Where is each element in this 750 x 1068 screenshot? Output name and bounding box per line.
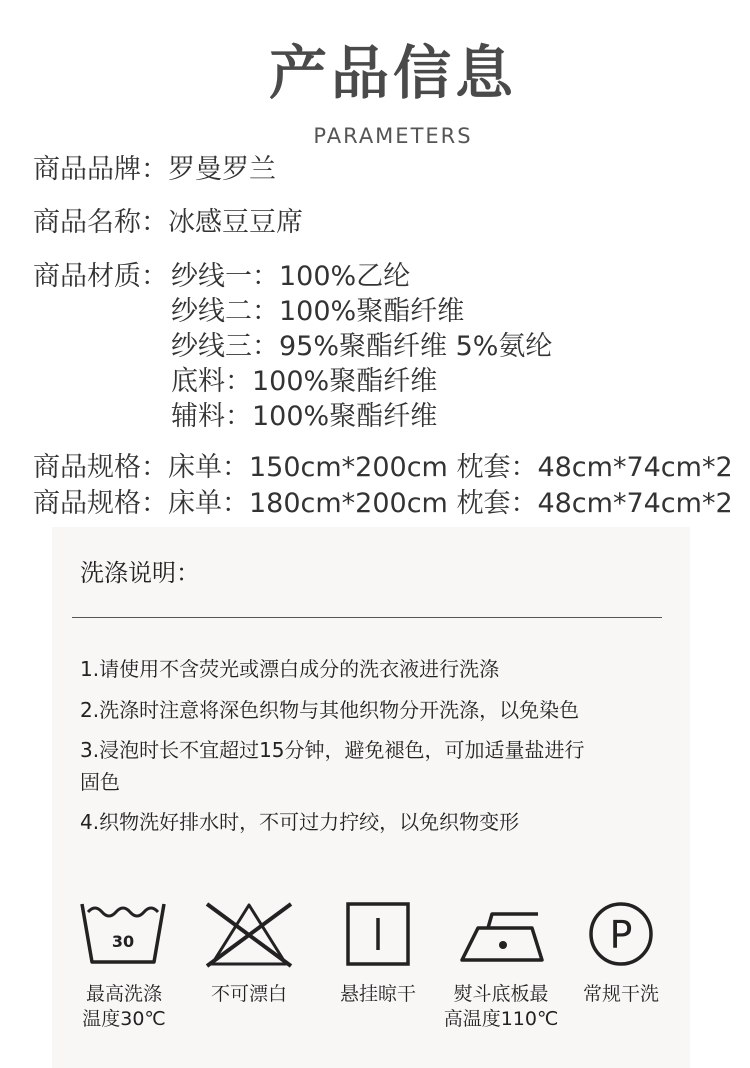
no-bleach-icon [204,900,294,970]
brand-label: 商品品牌： [33,154,168,185]
washing-step: 3.浸泡时长不宜超过15分钟，避免褪色，可加适量盐进行 [80,738,585,762]
wash-30-icon [78,900,168,970]
brand-row [33,156,276,183]
material-item: 底料：100%聚酯纤维 [171,366,438,397]
name-value: 冰感豆豆席 [168,207,303,238]
spec-row [33,490,733,517]
iron-caption [436,982,566,1032]
material-item: 纱线二：100%聚酯纤维 [171,296,465,327]
washing-title: 洗涤说明： [80,559,200,587]
no-bleach-caption [199,982,299,1007]
wash-30-caption [74,982,174,1032]
spec-label: 商品规格： [33,452,168,483]
name-row [33,209,303,236]
caption-line: 不可漂白 [210,983,287,1005]
spec-label: 商品规格： [33,488,168,519]
hang-dry-caption [328,982,428,1007]
brand-value: 罗曼罗兰 [168,154,276,185]
dry-clean-icon [576,900,666,970]
material-label: 商品材质： [33,261,168,292]
material-item: 纱线一：100%乙纶 [171,261,411,292]
spec-value: 床单：180cm*200cm 枕套：48cm*74cm*2 [168,488,733,519]
material-row [33,263,168,290]
washing-step: 1.请使用不含荧光或漂白成分的洗衣液进行洗涤 [80,657,500,681]
washing-step: 2.洗涤时注意将深色织物与其他织物分开洗涤，以免染色 [80,698,580,722]
page-title: 产品信息 [268,39,517,107]
caption-line: 常规干洗 [582,983,659,1005]
dry-clean-letter: P [609,913,633,957]
caption-line: 熨斗底板最 [453,983,549,1005]
spec-row [33,454,733,481]
divider [72,617,662,618]
caption-line: 高温度110℃ [443,1008,559,1030]
iron-icon [456,900,546,970]
caption-line: 最高洗涤 [85,983,162,1005]
name-label: 商品名称： [33,207,168,238]
spec-value: 床单：150cm*200cm 枕套：48cm*74cm*2 [168,452,733,483]
hang-dry-icon [333,900,423,970]
material-item: 纱线三：95%聚酯纤维 5%氨纶 [171,331,553,362]
caption-line: 温度30℃ [82,1008,166,1030]
washing-step: 4.织物洗好排水时，不可过力拧绞，以免织物变形 [80,810,520,834]
caption-line: 悬挂晾干 [339,983,416,1005]
dry-clean-caption [571,982,671,1007]
washing-step: 固色 [80,770,120,794]
wash-temp-number: 30 [111,932,135,951]
page-subtitle: PARAMETERS [313,124,473,148]
material-item: 辅料：100%聚酯纤维 [171,401,438,432]
